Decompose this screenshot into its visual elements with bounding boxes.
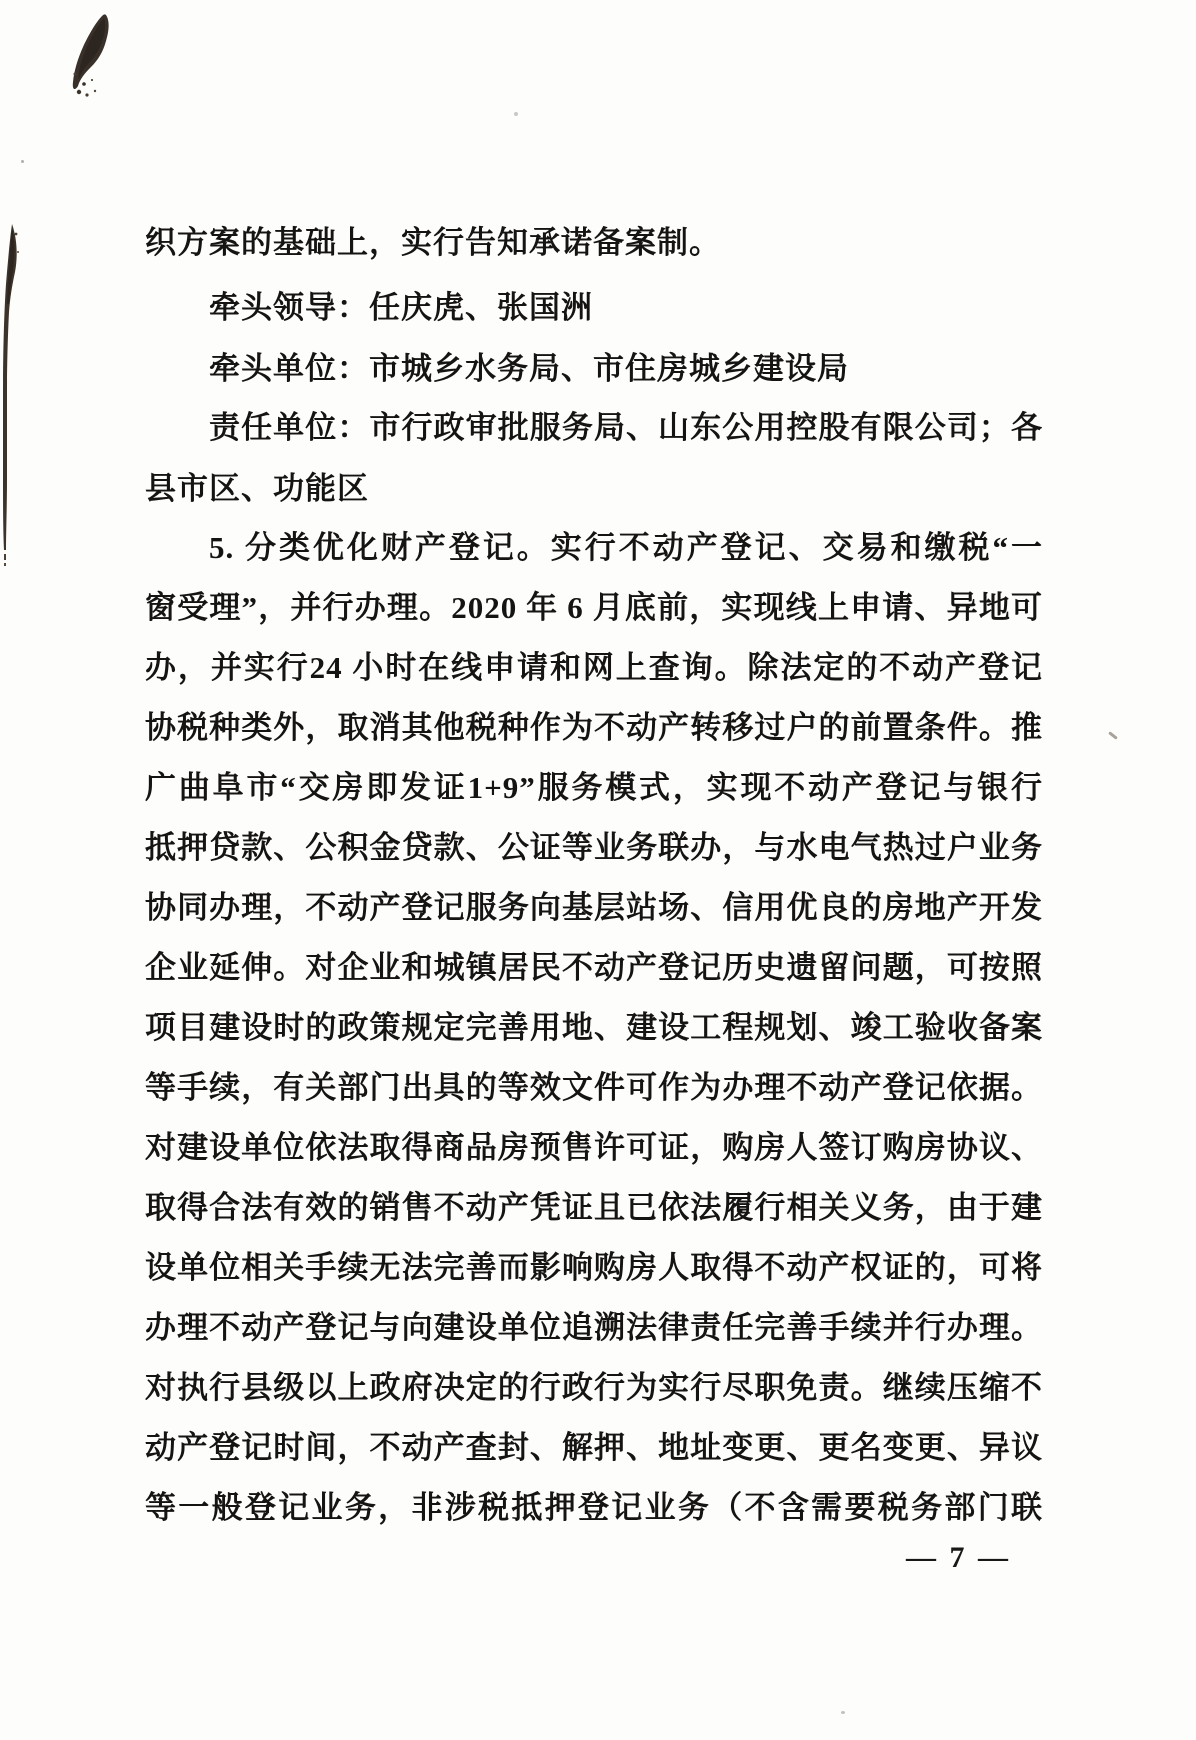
text-line: 责任单位：市行政审批服务局、山东公用控股有限公司；各	[209, 410, 1043, 445]
text-line: 企业延伸。对企业和城镇居民不动产登记历史遗留问题，可按照	[145, 950, 1043, 985]
text-line: 抵押贷款、公积金贷款、公证等业务联办，与水电气热过户业务	[145, 830, 1043, 865]
text-line: 县市区、功能区	[145, 471, 369, 506]
text-line: 对建设单位依法取得商品房预售许可证，购房人签订购房协议、	[145, 1130, 1043, 1165]
text-line: 牵头单位：市城乡水务局、市住房城乡建设局	[209, 351, 849, 386]
text-line: 协同办理，不动产登记服务向基层站场、信用优良的房地产开发	[145, 890, 1043, 925]
text-line: 织方案的基础上，实行告知承诺备案制。	[145, 225, 721, 260]
text-line: 取得合法有效的销售不动产凭证且已依法履行相关义务，由于建	[145, 1190, 1043, 1225]
page-number: — 7 —	[906, 1541, 1011, 1574]
text-line: 等手续，有关部门出具的等效文件可作为办理不动产登记依据。	[145, 1070, 1043, 1105]
text-line: 办理不动产登记与向建设单位追溯法律责任完善手续并行办理。	[145, 1310, 1043, 1345]
text-line: 设单位相关手续无法完善而影响购房人取得不动产权证的，可将	[145, 1250, 1043, 1285]
scan-speck	[514, 112, 518, 116]
text-line: 等一般登记业务，非涉税抵押登记业务（不含需要税务部门联	[145, 1490, 1043, 1525]
text-line: 5. 分类优化财产登记。实行不动产登记、交易和缴税“一	[209, 530, 1043, 565]
scan-speck	[21, 160, 24, 163]
text-line: 牵头领导：任庆虎、张国洲	[209, 290, 593, 325]
ink-blot-icon	[68, 12, 118, 104]
text-line: 办，并实行24 小时在线申请和网上查询。除法定的不动产登记	[145, 650, 1043, 685]
text-line: 项目建设时的政策规定完善用地、建设工程规划、竣工验收备案	[145, 1010, 1043, 1045]
text-line: 广曲阜市“交房即发证1+9”服务模式，实现不动产登记与银行	[145, 770, 1043, 805]
scan-speck	[1108, 731, 1118, 740]
text-line: 对执行县级以上政府决定的行政行为实行尽职免责。继续压缩不	[145, 1370, 1043, 1405]
text-line: 协税种类外，取消其他税种作为不动产转移过户的前置条件。推	[145, 710, 1043, 745]
text-line: 窗受理”，并行办理。2020 年 6 月底前，实现线上申请、异地可	[145, 590, 1043, 625]
scan-speck	[841, 1711, 845, 1714]
text-line: 动产登记时间，不动产查封、解押、地址变更、更名变更、异议	[145, 1430, 1043, 1465]
ink-streak-icon	[0, 222, 24, 567]
